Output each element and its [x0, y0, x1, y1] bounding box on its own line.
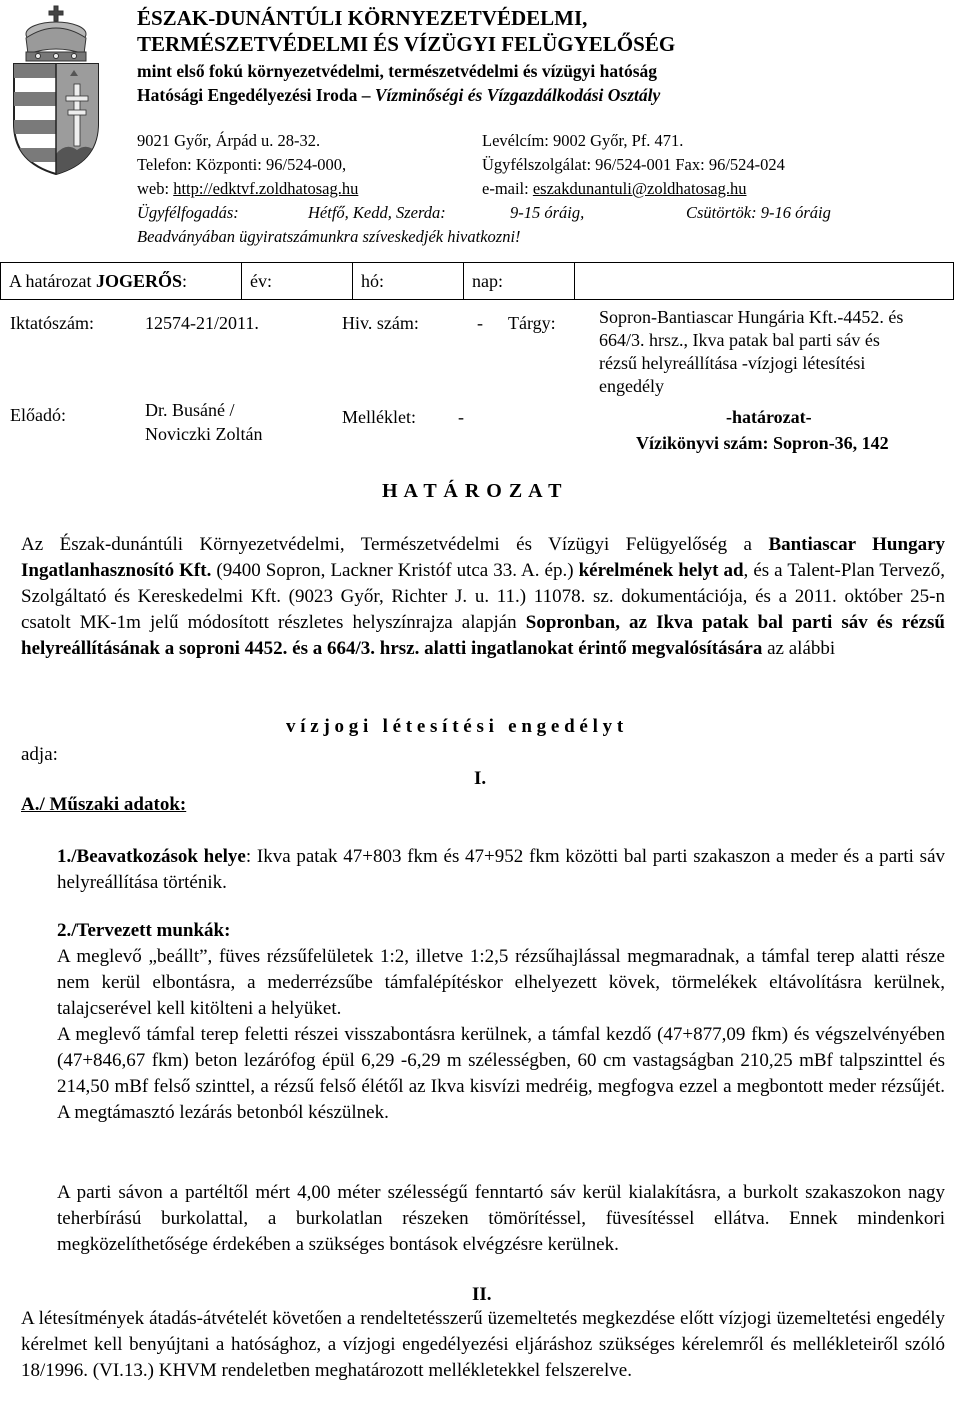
- department-line: [137, 84, 660, 106]
- section-II-text: A létesítmények átadás-átvételét követően a rendeltetésszerű üzemeltetés megkezdése előtt vízjogi üzemeltetési engedély kérelmet kell benyújtani a hatósághoz, a vízjogi engedélyezési eljáráshoz szükséges kérelemről és mellékleteiről szóló 18/1996. (VI.13.) KHVM rendeletben meghatározott mellékletekkel felszerelve.: [21, 1308, 945, 1381]
- melleklet-value: -: [458, 407, 464, 427]
- targy-label: Tárgy:: [508, 313, 556, 333]
- melleklet-label: Melléklet:: [342, 407, 416, 427]
- intro-paragraph: Az Észak-dunántúli Környezetvédelmi, Természetvédelmi és Vízügyi Felügyelőség a Bantiascar Hungary Ingatlanhasznosító Kft. (9400 Sopron, Lackner Kristóf utca 33. A. ép.) kérelmének helyt ad, és a Talent-Plan Tervező, Szolgáltató és Kereskedelmi Kft. (9023 Győr, Richter J. u. 11.) 11078. sz. dokumentációja, és a 2011. október 25-n csatolt MK-1m jelű módosított részletes helyszínrajza alapján Sopronban, az Ikva patak bal parti sáv és rézsű helyreállításának a soproni 4452. és a 664/3. hrsz. alatti ingatlanokat érintő megvalósítására az alábbi: [21, 534, 946, 659]
- hiv-label: Hiv. szám:: [342, 313, 419, 333]
- postal-address: Levélcím: 9002 Győr, Pf. 471.: [482, 131, 684, 150]
- water-register-number: Vízikönyvi szám: Sopron-36, 142: [636, 433, 889, 453]
- phone: Telefon: Központi: 96/524-000,: [137, 155, 347, 174]
- web-line: [137, 178, 358, 200]
- finality-year: év:: [242, 263, 353, 300]
- reception-thursday: Csütörtök: 9-16 óráig: [686, 203, 831, 222]
- finality-label: A határozat JOGERŐS:: [1, 263, 242, 300]
- section-II-heading: II.: [472, 1284, 492, 1305]
- eloado-label: Előadó:: [10, 405, 66, 425]
- finality-table: [0, 262, 954, 300]
- service-phone-fax: Ügyfélszolgálat: 96/524-001 Fax: 96/524-024: [482, 155, 785, 174]
- iktato-value: 12574-21/2011.: [145, 313, 259, 333]
- planned-works-para2: A meglevő támfal terep feletti részei visszabontásra kerülnek, a támfal kezdő (47+877,09 fkm) és végszelvényében (47+846,67 fkm) beton lezárófog épül 6,29 -6,29 m szélességben, 60 cm vastagságban 210,25 mBf talpszinttel és 214,50 mBf felső szinttel, a rézsű felső élétől az Ikva kisvízi medréig, megfogva ezzel a megbontott meder rézsűjét. A megtámasztó lezárás betonból készülnek.: [57, 1024, 945, 1123]
- office-name: Hatósági Engedélyezési Iroda –: [137, 85, 375, 105]
- reception-days: Hétfő, Kedd, Szerda:: [308, 203, 446, 222]
- email-label: e-mail:: [482, 179, 533, 198]
- hiv-value: -: [477, 313, 483, 333]
- finality-day: nap:: [464, 263, 575, 300]
- iktato-label: Iktatószám:: [10, 313, 94, 333]
- authority-role: mint első fokú környezetvédelmi, természetvédelmi és vízügyi hatóság: [137, 61, 658, 81]
- department-name: Vízminőségi és Vízgazdálkodási Osztály: [374, 85, 661, 105]
- eloado-name-line1: Dr. Busáné /: [145, 400, 235, 420]
- reception-hours: 9-15 óráig,: [510, 203, 585, 222]
- decision-title: H A T Á R O Z A T: [382, 480, 563, 502]
- web-link[interactable]: http://edktvf.zoldhatosag.hu: [173, 179, 359, 198]
- planned-works-para3: A parti sávon a partéltől mért 4,00 méter szélességű fenntartó sáv kerül kialakításra, a burkolt szakaszokon nagy teherbírású burkolattal, a burkolatlan részeken tömörítéssel, füvesítéssel ellátva. Ennek mindenkori megközelíthetősége érdekében a szükséges bontások elvégzésre kerülnek.: [57, 1182, 945, 1255]
- email-line: [482, 178, 746, 200]
- planned-works-para1: A meglevő „beállt”, füves rézsűfelületek 1:2, illetve 1:2,5 rézsűhajlással megmaradnak, a támfal terep alatti része nem kerül elbontásra, a mederrézsűbe támfalépítéskor elhelyezett kövek, törmelékek eltávolításra kerülnek, talajcserével kell kitölteni a helyüket.: [57, 946, 945, 1019]
- authority-name-line2: TERMÉSZETVÉDELMI ÉS VÍZÜGYI FELÜGYELŐSÉG: [137, 32, 676, 56]
- hungarian-coat-of-arms-icon: [4, 4, 108, 176]
- reference-note: Beadványában ügyiratszámunkra szíveskedjék hivatkozni!: [137, 227, 521, 246]
- eloado-name-line2: Noviczki Zoltán: [145, 424, 263, 444]
- item-2-planned-works: 2./Tervezett munkák: A meglevő „beállt”, füves rézsűfelületek 1:2, illetve 1:2,5 rézsűhajlással megmaradnak, a támfal terep alatti része nem kerül elbontásra, a mederrézsűbe támfalépítéskor elhelyezett kövek, törmelékek eltávolításra kerülnek, talajcserével kell kitölteni a helyüket. A meglevő támfal terep feletti részei visszabontásra kerülnek, a támfal kezdő (47+877,09 fkm) és végszelvényében (47+846,67 fkm) beton lezárófog épül 6,29 -6,29 m szélességben, 60 cm vastagságban 210,25 mBf talpszinttel és 214,50 mBf felső szinttel, a rézsű felső élétől az Ikva kisvízi medréig, megfogva ezzel a megbontott meder rézsűjét. A megtámasztó lezárás betonból készülnek.: [57, 918, 945, 1126]
- finality-month: hó:: [353, 263, 464, 300]
- item-1-intervention-location: 1./Beavatkozások helye: Ikva patak 47+803 fkm és 47+952 fkm közötti bal parti szakaszon a meder és a parti sáv helyreállítása történik.: [57, 846, 945, 893]
- section-I-heading: I.: [474, 768, 487, 789]
- authority-name-line1: ÉSZAK-DUNÁNTÚLI KÖRNYEZETVÉDELMI,: [137, 6, 588, 30]
- technical-data-heading: A./ Műszaki adatok:: [21, 794, 187, 815]
- permit-title: v í z j o g i l é t e s í t é s i e n g e d é l y t: [286, 716, 624, 737]
- web-label: web:: [137, 179, 174, 198]
- targy-value: Sopron-Bantiascar Hungária Kft.-4452. és 664/3. hrsz., Ikva patak bal parti sáv és rézsű helyreállítása -vízjogi létesítési engedély: [599, 307, 904, 396]
- adja-label: adja:: [21, 744, 58, 765]
- reception-label: Ügyfélfogadás:: [137, 203, 239, 222]
- document-type: -határozat-: [726, 407, 812, 427]
- finality-empty: [575, 263, 954, 300]
- email-link[interactable]: eszakdunantuli@zoldhatosag.hu: [532, 179, 747, 198]
- address: 9021 Győr, Árpád u. 28-32.: [137, 131, 321, 150]
